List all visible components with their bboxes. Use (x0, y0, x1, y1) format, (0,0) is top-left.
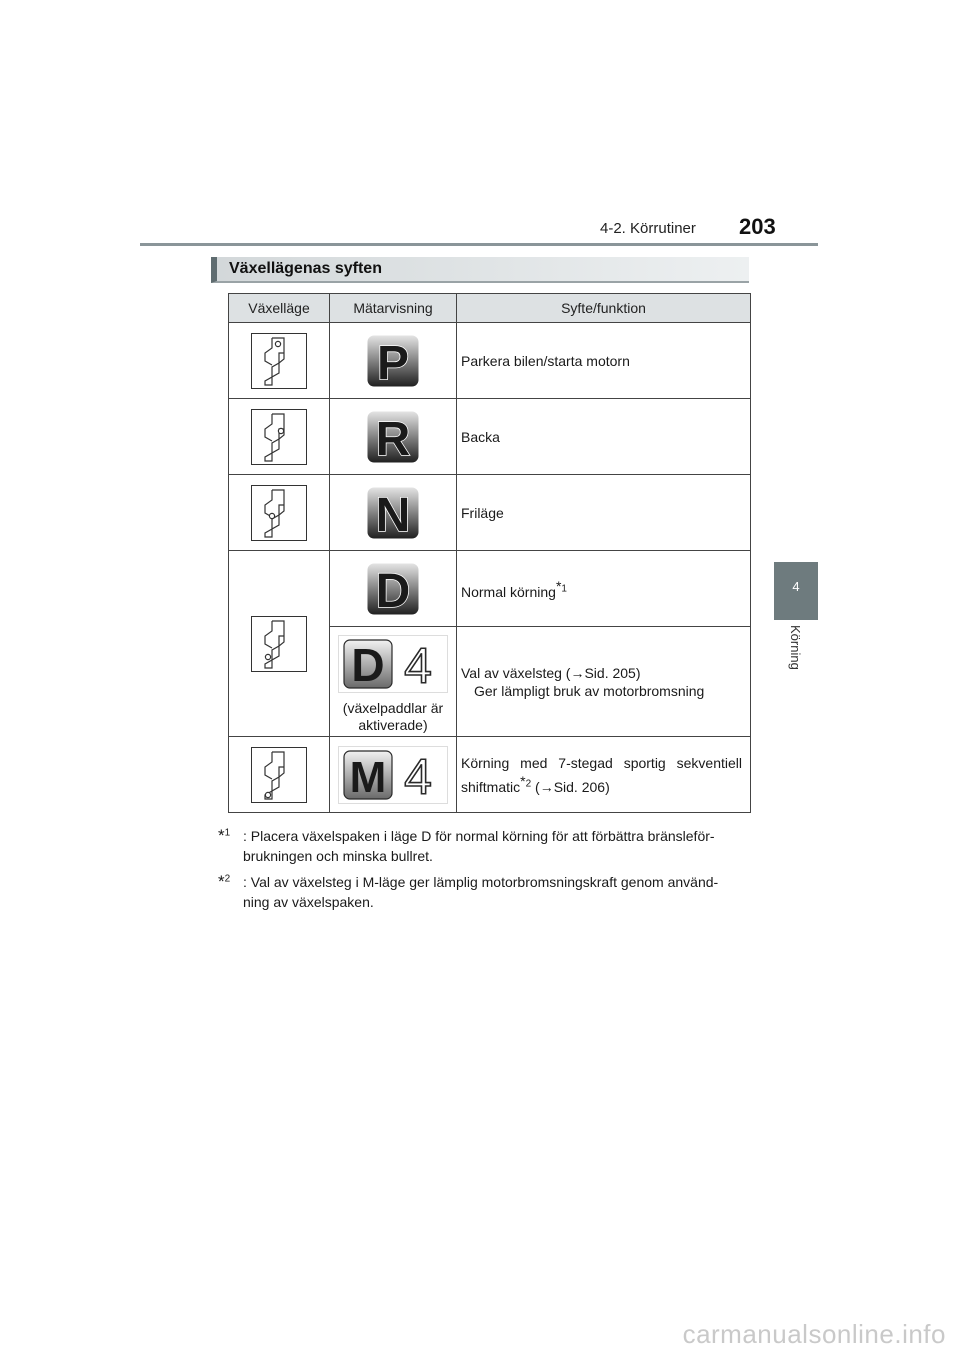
display-cell (330, 737, 457, 813)
badge-r-icon (366, 410, 420, 464)
function-line2: Ger lämpligt bruk av motorbromsning (474, 682, 705, 699)
watermark: carmanualsonline.info (682, 1319, 946, 1349)
gate-m-icon (251, 747, 307, 803)
display-cell (330, 475, 457, 551)
function-page-ref: (→Sid. 206) (531, 778, 610, 795)
col-header-function: Syfte/funktion (457, 294, 751, 323)
function-line2 (461, 772, 742, 796)
gear-table (228, 293, 751, 813)
footnote-line2: brukningen och minska bullret. (243, 848, 433, 864)
footnote-star: * (555, 577, 562, 594)
table-row (229, 737, 751, 813)
table-row (229, 399, 751, 475)
function-cell (457, 627, 751, 737)
function-text: shiftmatic (461, 778, 521, 795)
section-bar (211, 257, 749, 283)
gate-cell (229, 323, 330, 399)
chapter-number: 4 (792, 579, 800, 594)
badge-m4-letter: M (349, 753, 387, 802)
footnote-line2: ning av växelspaken. (243, 894, 374, 910)
gate-cell (229, 475, 330, 551)
table-row (229, 323, 751, 399)
badge-m4-icon (338, 746, 448, 804)
function-cell: Parkera bilen/starta motorn (457, 323, 751, 399)
gate-cell (229, 737, 330, 813)
footnote-star: * (520, 772, 526, 789)
gate-cell (229, 551, 330, 737)
badge-letter: P (376, 336, 410, 388)
function-line1: Val av växelsteg (→Sid. 205) (461, 664, 641, 681)
badge-letter: N (375, 488, 411, 540)
page-number: 203 (739, 214, 776, 239)
gate-p-icon (251, 333, 307, 389)
footnote-line1: : Placera växelspaken i läge D för normal körning för att förbättra bränsleför- (243, 828, 715, 844)
table-row (229, 475, 751, 551)
badge-d-icon (366, 562, 420, 616)
chapter-tab (774, 562, 818, 620)
display-cell (330, 399, 457, 475)
footnote-mark: *$^2$ (218, 872, 231, 891)
footnote-line1: : Val av växelsteg i M-läge ger lämplig motorbromsningskraft genom använd- (243, 874, 719, 890)
display-cell (330, 323, 457, 399)
display-cell (330, 551, 457, 627)
section-title: Växellägenas syften (229, 260, 382, 277)
col-header-gear: Växelläge (229, 294, 330, 323)
paddle-note: (växelpaddlar är aktiverade) (342, 700, 444, 733)
badge-p-icon (366, 334, 420, 388)
footnote-ref: 2 (525, 777, 532, 789)
badge-letter: R (375, 412, 411, 464)
gate-n-icon (251, 485, 307, 541)
chapter-label: Körning (788, 625, 803, 670)
table-row (229, 551, 751, 627)
header-rule (140, 243, 818, 246)
gate-cell (229, 399, 330, 475)
gate-r-icon (251, 409, 307, 465)
badge-letter: D (375, 564, 411, 616)
footnote-ref: 1 (561, 582, 567, 594)
function-cell: Backa (457, 399, 751, 475)
badge-d4-number: 4 (404, 638, 432, 693)
display-cell (330, 627, 457, 737)
function-cell (457, 737, 751, 813)
function-text: Normal körning (461, 583, 556, 600)
col-header-display: Mätarvisning (330, 294, 457, 323)
function-line1: Körning med 7-stegad sportig sekventiell (461, 754, 742, 771)
header-section: 4-2. Körrutiner (600, 220, 696, 237)
badge-d4-letter: D (351, 639, 385, 691)
badge-d4-icon (338, 635, 448, 693)
function-cell (457, 551, 751, 627)
badge-m4-number: 4 (404, 749, 432, 804)
badge-n-icon (366, 486, 420, 540)
footnote-mark: *$^1$ (218, 826, 231, 845)
table-header-row (229, 294, 751, 323)
function-cell: Friläge (457, 475, 751, 551)
gate-d-icon (251, 616, 307, 672)
